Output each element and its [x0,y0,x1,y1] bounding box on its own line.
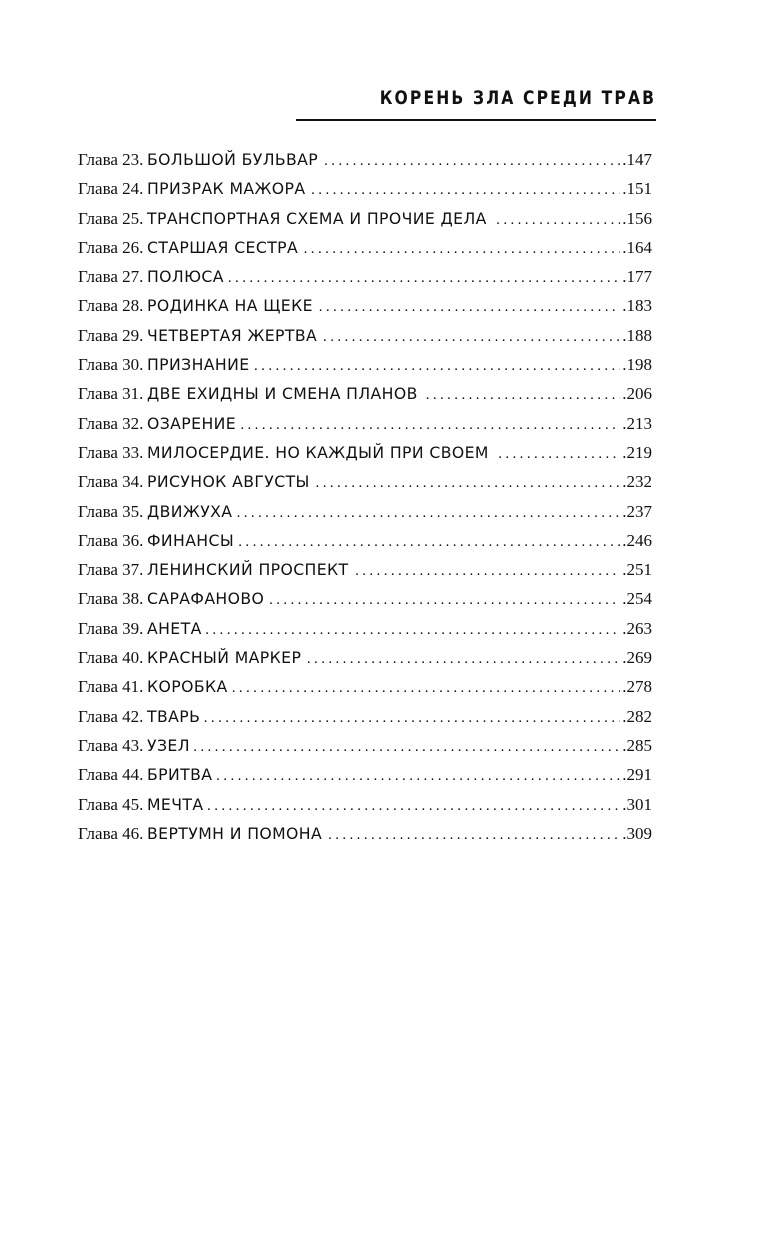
page-number: .237 [622,501,652,521]
toc-entry[interactable] [78,557,652,586]
toc-entry[interactable] [78,586,652,615]
dot-leader [232,675,621,701]
chapter-title: ПРИЗРАК МАЖОРА [147,179,306,199]
page-number: .183 [622,296,652,316]
dot-leader [324,148,620,174]
dot-leader [269,587,620,613]
toc-entry[interactable] [78,645,652,674]
toc-entry[interactable] [78,733,652,762]
dot-leader [355,558,620,584]
page-number: .263 [622,618,652,638]
page-number: .213 [622,413,652,433]
chapter-label: Глава 45. [78,794,144,814]
chapter-title: ДВИЖУХА [147,501,233,521]
toc-entry[interactable] [78,411,652,440]
page-number: .151 [622,179,652,199]
page-number: .285 [622,735,652,755]
chapter-label: Глава 42. [78,706,144,726]
chapter-title: ОЗАРЕНИЕ [147,413,237,433]
chapter-label: Глава 28. [78,296,144,316]
toc-entry[interactable] [78,381,652,410]
dot-leader [496,207,620,233]
chapter-label: Глава 35. [78,501,144,521]
dot-leader [311,177,620,203]
page-number: .206 [622,384,652,404]
chapter-label: Глава 36. [78,530,144,550]
chapter-label: Глава 25. [78,208,144,228]
page-number: .156 [622,208,652,228]
toc-entry[interactable] [78,821,652,850]
page-number: .164 [622,237,652,257]
chapter-title: МИЛОСЕРДИЕ. НО КАЖДЫЙ ПРИ СВОЕМ [147,442,490,462]
chapter-title: ПРИЗНАНИЕ [147,355,250,375]
chapter-label: Глава 32. [78,413,144,433]
dot-leader [426,382,621,408]
chapter-title: КОРОБКА [147,677,229,697]
chapter-label: Глава 33. [78,442,144,462]
toc-entry[interactable] [78,616,652,645]
chapter-title: ТВАРЬ [147,706,201,726]
toc-entry[interactable] [78,674,652,703]
chapter-title: ЛЕНИНСКИЙ ПРОСПЕКТ [147,560,349,580]
toc-entry[interactable] [78,235,652,264]
chapter-title: САРАФАНОВО [147,589,265,609]
dot-leader [307,646,620,672]
dot-leader [254,353,620,379]
dot-leader [498,441,620,467]
chapter-title: ФИНАНСЫ [147,530,235,550]
toc-entry[interactable] [78,440,652,469]
page-number: .269 [622,648,652,668]
chapter-label: Глава 34. [78,472,144,492]
page-number: .246 [622,530,652,550]
dot-leader [238,529,620,555]
toc-entry[interactable] [78,323,652,352]
toc-entry[interactable] [78,352,652,381]
dot-leader [323,324,620,350]
toc-entry[interactable] [78,792,652,821]
toc-entry[interactable] [78,528,652,557]
header-rule [296,119,656,121]
chapter-title: ЧЕТВЕРТАЯ ЖЕРТВА [147,325,318,345]
dot-leader [193,734,620,760]
chapter-label: Глава 27. [78,267,144,287]
dot-leader [240,412,620,438]
page-number: .309 [622,823,652,843]
chapter-title: ТРАНСПОРТНАЯ СХЕМА И ПРОЧИЕ ДЕЛА [147,208,488,228]
chapter-title: СТАРШАЯ СЕСТРА [147,237,299,257]
page-number: .219 [622,442,652,462]
dot-leader [319,294,621,320]
dot-leader [216,763,620,789]
chapter-title: ВЕРТУМН И ПОМОНА [147,823,323,843]
chapter-title: БРИТВА [147,765,213,785]
toc-entry[interactable] [78,293,652,322]
page-number: .254 [622,589,652,609]
chapter-label: Глава 31. [78,384,144,404]
chapter-title: ДВЕ ЕХИДНЫ И СМЕНА ПЛАНОВ [147,384,419,404]
chapter-label: Глава 29. [78,325,144,345]
chapter-label: Глава 44. [78,765,144,785]
chapter-label: Глава 23. [78,150,144,169]
chapter-label: Глава 37. [78,560,144,580]
toc-entry[interactable] [78,206,652,235]
dot-leader [316,470,621,496]
page-number: .282 [622,706,652,726]
dot-leader [205,617,620,643]
dot-leader [328,822,620,848]
page-number: .198 [622,355,652,375]
toc-entry[interactable] [78,264,652,293]
chapter-label: Глава 40. [78,648,144,668]
toc-entry[interactable] [78,469,652,498]
page-number: .147 [622,150,652,169]
dot-leader [237,500,621,526]
dot-leader [304,236,621,262]
page-number: .251 [622,560,652,580]
chapter-label: Глава 46. [78,823,144,843]
chapter-title: МЕЧТА [147,794,204,814]
chapter-label: Глава 38. [78,589,144,609]
chapter-label: Глава 24. [78,179,144,199]
chapter-label: Глава 41. [78,677,144,697]
chapter-title: БОЛЬШОЙ БУЛЬВАР [147,150,319,169]
chapter-title: РОДИНКА НА ЩЕКЕ [147,296,314,316]
page-number: .291 [622,765,652,785]
chapter-title: АНЕТА [147,618,203,638]
chapter-title: УЗЕЛ [147,735,191,755]
chapter-title: РИСУНОК АВГУСТЫ [147,472,311,492]
page-number: .232 [622,472,652,492]
page-number: .188 [622,325,652,345]
table-of-contents [78,147,652,850]
chapter-title: ПОЛЮСА [147,267,225,287]
chapter-label: Глава 43. [78,735,144,755]
chapter-label: Глава 30. [78,355,144,375]
dot-leader [228,265,620,291]
chapter-label: Глава 26. [78,237,144,257]
chapter-title: КРАСНЫЙ МАРКЕР [147,648,302,668]
running-head: КОРЕНЬ ЗЛА СРЕДИ ТРАВ [379,87,656,109]
toc-entry[interactable] [78,176,652,205]
toc-entry[interactable] [78,499,652,528]
toc-entry[interactable] [78,704,652,733]
page-number: .301 [622,794,652,814]
dot-leader [204,705,620,731]
dot-leader [207,793,620,819]
toc-entry[interactable] [78,147,652,176]
toc-entry[interactable] [78,762,652,791]
page-number: .177 [622,267,652,287]
page-number: .278 [622,677,652,697]
chapter-label: Глава 39. [78,618,144,638]
